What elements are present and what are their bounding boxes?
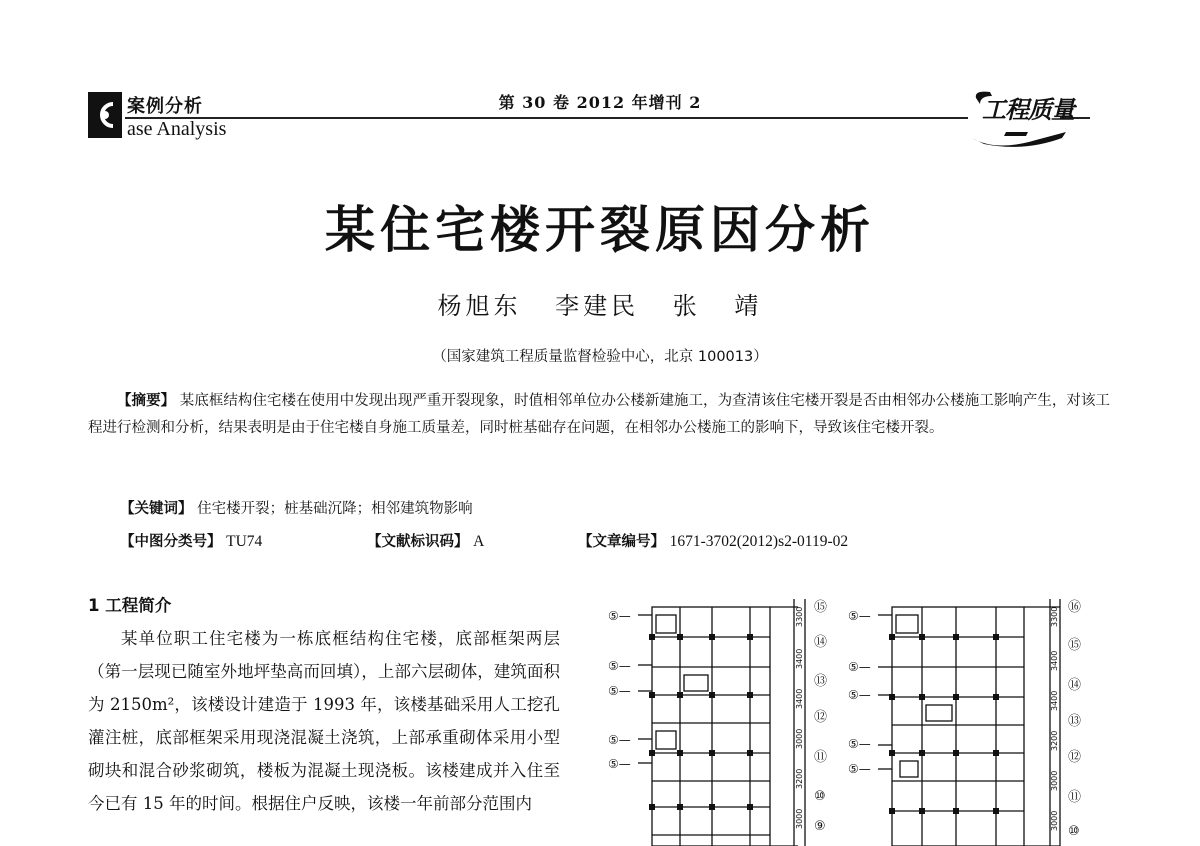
article-number	[578, 530, 848, 551]
section-body: 某单位职工住宅楼为一栋底框结构住宅楼，底部框架两层（第一层现已随室外地坪垫高而回填），上部六层砌体，建筑面积为 2150m²，该楼设计建造于 1993 年，该楼基础采用人工挖孔灌注桩，底部框架采用现浇混凝土浇筑，上部承重砌体采用小型砌块和混合砂浆砌筑，楼板为混凝土现浇板。该楼建成并入住至今已有 15 年的时间。根据住户反映，该楼一年前部分范围内	[88, 629, 560, 813]
article-affiliation: （国家建筑工程质量监督检验中心，北京 100013）	[432, 349, 768, 365]
svg-text:⑤—: ⑤—	[608, 684, 631, 698]
right-axis-1: ⑮	[1068, 638, 1082, 653]
svg-text:⑤—: ⑤—	[608, 733, 631, 747]
article-authors: 杨旭东 李建民 张 靖	[437, 292, 763, 320]
column-title-cn: 案例分析	[127, 96, 203, 117]
svg-text:⑤—: ⑤—	[848, 660, 871, 674]
svg-text:⑤—: ⑤—	[848, 688, 871, 702]
right-axis-2: ⑭	[1068, 678, 1082, 693]
keywords-label: 【关键词】	[120, 501, 193, 517]
section-heading: 1 工程简介	[88, 596, 172, 615]
right-axis-0: ⑯	[1068, 600, 1082, 615]
left-dim-0: 3300	[795, 606, 804, 627]
left-axis-1: ⑭	[814, 635, 828, 650]
header-rule	[125, 117, 968, 119]
right-dim-0: 3300	[1050, 606, 1059, 627]
left-dim-3: 3000	[795, 728, 804, 749]
doc-code-label: 【文献标识码】	[367, 534, 469, 550]
magazine-logo-text: 工程质量	[982, 96, 1074, 124]
article-no-label: 【文章编号】	[578, 534, 665, 550]
right-dim-3: 3200	[1050, 730, 1059, 751]
svg-text:⑤—: ⑤—	[848, 737, 871, 751]
right-axis-3: ⑬	[1068, 714, 1082, 729]
document-code	[367, 530, 484, 551]
svg-text:⑤—: ⑤—	[608, 757, 631, 771]
right-axis-5: ⑪	[1068, 790, 1082, 805]
left-axis-3: ⑫	[814, 710, 828, 725]
left-axis-4: ⑪	[814, 750, 828, 765]
right-dim-5: 3000	[1050, 810, 1059, 831]
column-title-en: ase Analysis	[127, 118, 227, 140]
left-axis-6: ⑨	[814, 819, 826, 834]
abstract-text: 某底框结构住宅楼在使用中发现出现严重开裂现象，时值相邻单位办公楼新建施工，为查清该住宅楼开裂是否由相邻办公楼施工影响产生，对该工程进行检测和分析，结果表明是由于住宅楼自身施工质量差，同时桩基础存在问题，在相邻办公楼施工的影响下，导致该住宅楼开裂。	[88, 393, 1111, 436]
article-title: 某住宅楼开裂原因分析	[325, 201, 875, 259]
left-dim-5: 3000	[795, 808, 804, 829]
clc-label: 【中图分类号】	[120, 534, 222, 550]
svg-text:⑤—: ⑤—	[608, 659, 631, 673]
article-no-value: 1671-3702(2012)s2-0119-02	[669, 533, 849, 550]
left-dim-1: 3400	[795, 648, 804, 669]
right-axis-4: ⑫	[1068, 750, 1082, 765]
abstract-label: 【摘要】	[117, 393, 176, 409]
right-dim-2: 3400	[1050, 690, 1059, 711]
svg-text:⑤—: ⑤—	[848, 762, 871, 776]
left-axis-5: ⑩	[814, 789, 826, 804]
left-dim-4: 3200	[795, 768, 804, 789]
clc-value: TU74	[226, 533, 263, 550]
right-axis-6: ⑩	[1068, 824, 1080, 839]
issue-info: 第 30 卷 2012 年增刊 2	[498, 93, 702, 112]
right-dim-1: 3400	[1050, 650, 1059, 671]
left-dim-2: 3400	[795, 688, 804, 709]
right-dim-4: 3000	[1050, 770, 1059, 791]
svg-text:⑤—: ⑤—	[848, 609, 871, 623]
left-axis-0: ⑮	[814, 600, 828, 615]
keywords-text: 住宅楼开裂；桩基础沉降；相邻建筑物影响	[197, 501, 473, 517]
magazine-logo	[966, 86, 1091, 152]
left-axis-2: ⑬	[814, 674, 828, 689]
keywords	[120, 497, 473, 518]
clc-number	[120, 530, 262, 551]
svg-text:⑤—: ⑤—	[608, 609, 631, 623]
doc-code-value: A	[473, 533, 485, 550]
floor-plan-figure	[600, 585, 1100, 846]
abstract	[88, 388, 1110, 442]
